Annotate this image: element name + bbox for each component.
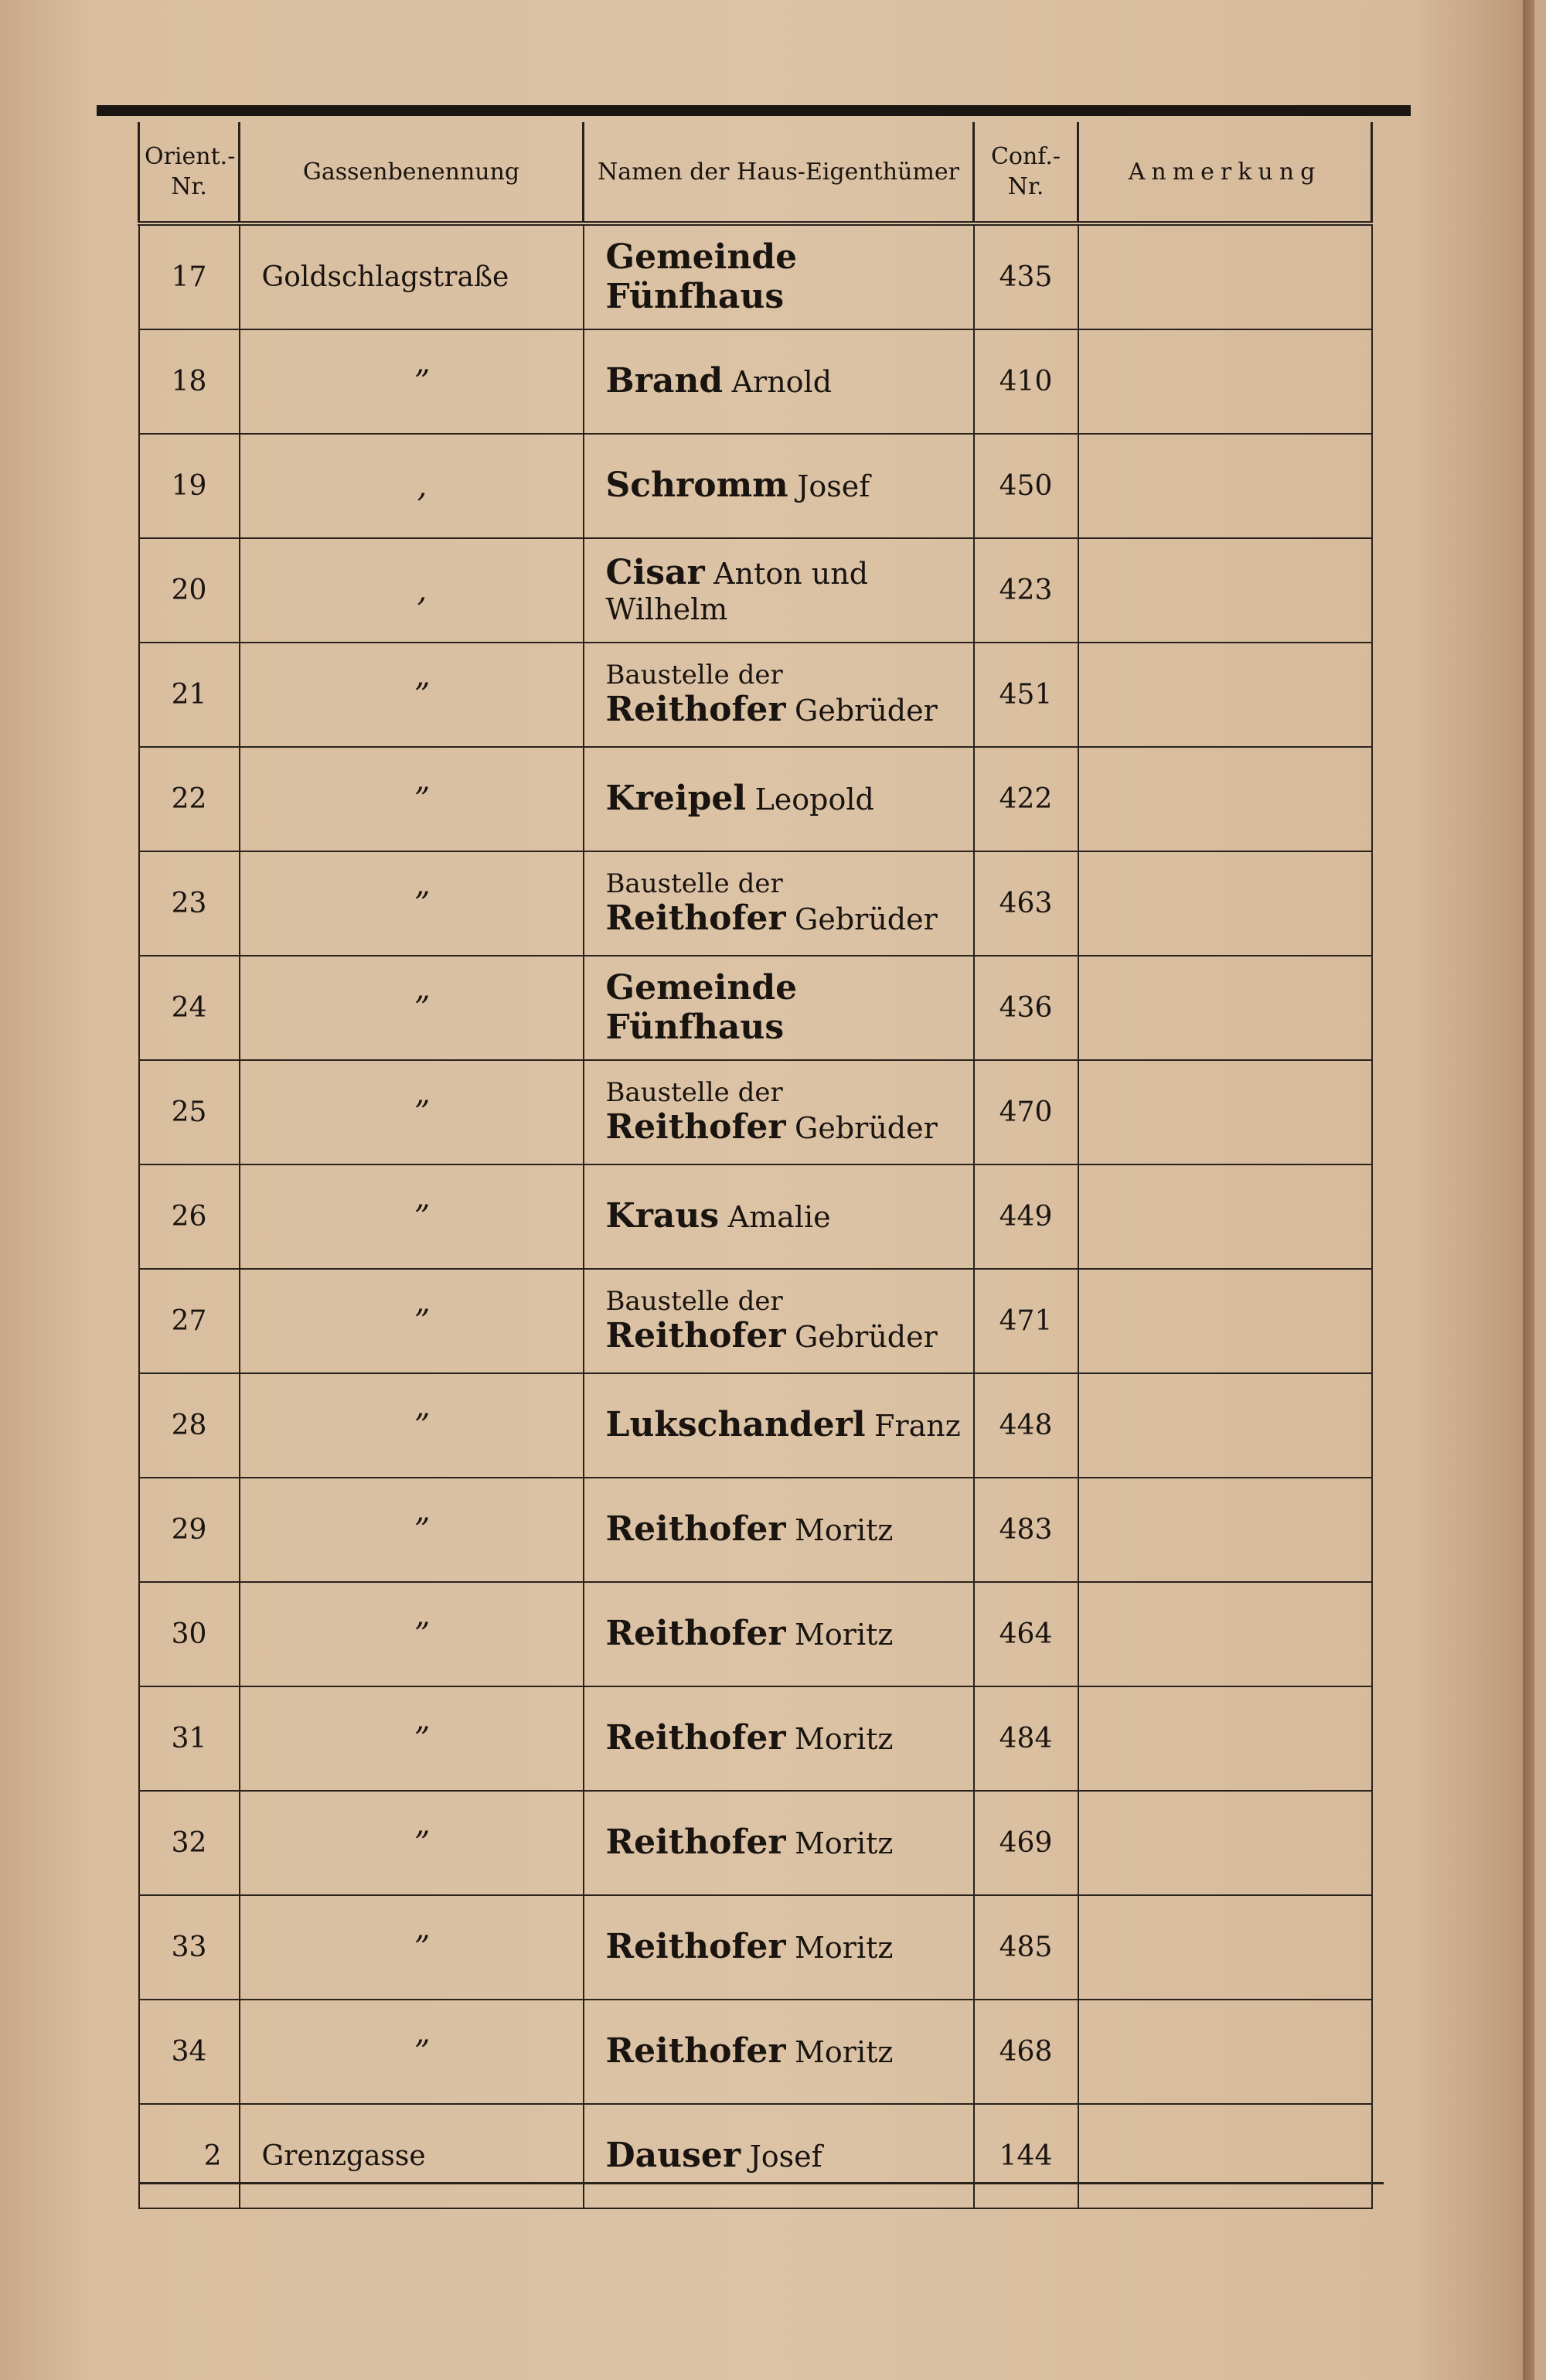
table-row (139, 643, 1372, 747)
owner-surname: Gemeinde Fünfhaus (605, 967, 798, 1047)
remark-cell (1078, 434, 1372, 538)
owner-given-name: Leopold (754, 783, 874, 817)
owner-name-line (606, 2032, 973, 2071)
table-row (139, 1060, 1372, 1164)
owner-given-name: Anton und Wilhelm (605, 557, 869, 626)
conscription-number: 451 (974, 643, 1078, 747)
table-row (139, 329, 1372, 434)
owner-name-cell (584, 643, 974, 747)
owner-prefix: Baustelle der (605, 1076, 783, 1108)
owner-given-name: Gebrüder (795, 902, 938, 936)
owner-prefix: Baustelle der (605, 868, 783, 899)
owner-surname: Reithofer (605, 1315, 786, 1355)
header-anmerkung: Anmerkung (1078, 122, 1372, 223)
bottom-rule (139, 2182, 1384, 2184)
owner-surname: Reithofer (605, 1823, 786, 1863)
conscription-number: 468 (974, 2000, 1078, 2104)
table-row (139, 2104, 1372, 2208)
remark-cell (1078, 2104, 1372, 2208)
owner-name-line (606, 1406, 973, 1445)
owner-name-cell (584, 1582, 974, 1686)
orient-number: 28 (139, 1373, 240, 1478)
owner-name-cell (584, 1060, 974, 1164)
table-row (139, 1269, 1372, 1373)
owner-name-cell (584, 1895, 974, 2000)
orient-number: 27 (139, 1269, 240, 1373)
owner-name-line (606, 1719, 973, 1758)
remark-cell (1078, 851, 1372, 956)
remark-cell (1078, 1686, 1372, 1791)
owner-given-name: Gebrüder (795, 693, 938, 728)
street-name: ” (240, 2000, 584, 2104)
owner-name-line (606, 2136, 973, 2176)
conscription-number: 450 (974, 434, 1078, 538)
street-name: , (240, 538, 584, 643)
owner-name-line (606, 238, 973, 316)
conscription-number: 484 (974, 1686, 1078, 1791)
owner-surname: Reithofer (605, 1927, 786, 1967)
owner-name-line (606, 969, 973, 1047)
owner-given-name: Josef (749, 2140, 822, 2174)
orient-number: 32 (139, 1791, 240, 1895)
street-name: Grenzgasse (240, 2104, 584, 2208)
owner-surname: Gemeinde Fünfhaus (605, 237, 798, 316)
table-row (139, 1582, 1372, 1686)
street-name: ” (240, 1791, 584, 1895)
owner-prefix: Baustelle der (605, 1285, 783, 1317)
owner-name-line (606, 899, 973, 939)
owner-name-line (606, 1317, 973, 1356)
owner-surname: Reithofer (605, 1718, 786, 1758)
orient-number: 2 (139, 2104, 240, 2208)
orient-number: 24 (139, 956, 240, 1060)
owner-name-line (606, 779, 973, 819)
conscription-number: 471 (974, 1269, 1078, 1373)
table-row (139, 1895, 1372, 2000)
street-name: ” (240, 1582, 584, 1686)
owner-name-line (606, 1197, 973, 1236)
owner-surname: Dauser (605, 2136, 741, 2176)
owner-surname: Reithofer (605, 689, 786, 729)
remark-cell (1078, 329, 1372, 434)
owner-surname: Cisar (605, 553, 705, 593)
top-rule (97, 105, 1411, 116)
table-row (139, 1686, 1372, 1791)
owner-name-cell (584, 2104, 974, 2208)
owner-name-cell (584, 329, 974, 434)
owner-given-name: Gebrüder (795, 1110, 938, 1145)
street-name: ” (240, 643, 584, 747)
conscription-number: 485 (974, 1895, 1078, 2000)
header-row (139, 122, 1372, 223)
table-row (139, 223, 1372, 329)
street-name: ” (240, 1686, 584, 1791)
table-row (139, 851, 1372, 956)
owner-given-name: Gebrüder (795, 1319, 938, 1354)
remark-cell (1078, 1582, 1372, 1686)
remark-cell (1078, 1895, 1372, 2000)
orient-number: 34 (139, 2000, 240, 2104)
remark-cell (1078, 1060, 1372, 1164)
table-row (139, 956, 1372, 1060)
street-name: ” (240, 956, 584, 1060)
owner-name-line (606, 1823, 973, 1863)
owner-given-name: Moritz (795, 1931, 894, 1966)
owner-surname: Reithofer (605, 898, 786, 938)
conscription-number: 423 (974, 538, 1078, 643)
table-row (139, 434, 1372, 538)
street-name: ” (240, 1478, 584, 1582)
owner-name-cell (584, 1478, 974, 1582)
owner-given-name: Franz (874, 1409, 961, 1444)
orient-number: 23 (139, 851, 240, 956)
orient-number: 31 (139, 1686, 240, 1791)
conscription-number: 449 (974, 1164, 1078, 1269)
owner-name-line (606, 1510, 973, 1550)
owner-surname: Kraus (605, 1196, 720, 1236)
remark-cell (1078, 1373, 1372, 1478)
owner-given-name: Moritz (795, 1826, 894, 1861)
street-name: ” (240, 1895, 584, 2000)
conscription-number: 422 (974, 747, 1078, 851)
street-name: , (240, 434, 584, 538)
orient-number: 33 (139, 1895, 240, 2000)
street-name: ” (240, 1060, 584, 1164)
owner-given-name: Moritz (795, 1513, 894, 1548)
remark-cell (1078, 1791, 1372, 1895)
remark-cell (1078, 2000, 1372, 2104)
owner-name-cell (584, 2000, 974, 2104)
table-row (139, 1373, 1372, 1478)
owner-name-cell (584, 956, 974, 1060)
header-namen: Namen der Haus-Eigenthümer (584, 122, 974, 223)
remark-cell (1078, 1478, 1372, 1582)
owner-name-cell (584, 223, 974, 329)
owner-surname: Reithofer (605, 1614, 786, 1654)
table-row (139, 538, 1372, 643)
header-gasse: Gassenbenennung (240, 122, 584, 223)
conscription-number: 410 (974, 329, 1078, 434)
remark-cell (1078, 538, 1372, 643)
street-name: ” (240, 1164, 584, 1269)
conscription-number: 144 (974, 2104, 1078, 2208)
remark-cell (1078, 747, 1372, 851)
owner-given-name: Moritz (795, 2035, 894, 2070)
owner-surname: Schromm (605, 465, 788, 506)
orient-number: 25 (139, 1060, 240, 1164)
owner-name-line (606, 1615, 973, 1654)
owner-surname: Reithofer (605, 2031, 786, 2071)
orient-number: 30 (139, 1582, 240, 1686)
remark-cell (1078, 1164, 1372, 1269)
owner-surname: Lukschanderl (605, 1405, 866, 1445)
orient-number: 22 (139, 747, 240, 851)
conscription-number: 470 (974, 1060, 1078, 1164)
orient-number: 29 (139, 1478, 240, 1582)
owner-given-name: Arnold (731, 365, 833, 400)
table-row (139, 1791, 1372, 1895)
street-name: ” (240, 1269, 584, 1373)
owner-name-line (606, 362, 973, 401)
table-row (139, 747, 1372, 851)
owner-name-line (606, 466, 973, 506)
remark-cell (1078, 223, 1372, 329)
page-edge (1523, 0, 1534, 2380)
owner-given-name: Moritz (795, 1618, 894, 1652)
owner-name-cell (584, 747, 974, 851)
house-owner-register-table (138, 122, 1373, 2209)
owner-name-cell (584, 538, 974, 643)
owner-name-cell (584, 851, 974, 956)
orient-number: 17 (139, 223, 240, 329)
owner-name-cell (584, 1269, 974, 1373)
owner-name-cell (584, 1373, 974, 1478)
owner-given-name: Moritz (795, 1722, 894, 1757)
owner-name-cell (584, 1791, 974, 1895)
owner-name-cell (584, 1164, 974, 1269)
conscription-number: 463 (974, 851, 1078, 956)
remark-cell (1078, 643, 1372, 747)
orient-number: 21 (139, 643, 240, 747)
owner-surname: Kreipel (605, 779, 747, 819)
register-table-wrap (138, 122, 1371, 2209)
street-name: ” (240, 747, 584, 851)
conscription-number: 435 (974, 223, 1078, 329)
conscription-number: 464 (974, 1582, 1078, 1686)
table-row (139, 1164, 1372, 1269)
table-row (139, 2000, 1372, 2104)
conscription-number: 483 (974, 1478, 1078, 1582)
owner-name-line (606, 554, 973, 626)
remark-cell (1078, 956, 1372, 1060)
owner-surname: Reithofer (605, 1509, 786, 1550)
header-conf: Conf.-Nr. (974, 122, 1078, 223)
street-name: ” (240, 851, 584, 956)
owner-prefix: Baustelle der (605, 659, 783, 690)
remark-cell (1078, 1269, 1372, 1373)
table-row (139, 1478, 1372, 1582)
street-name: ” (240, 1373, 584, 1478)
orient-number: 26 (139, 1164, 240, 1269)
street-name: ” (240, 329, 584, 434)
owner-name-line (606, 1108, 973, 1147)
owner-name-line (606, 690, 973, 730)
owner-name-cell (584, 1686, 974, 1791)
owner-surname: Reithofer (605, 1106, 786, 1147)
conscription-number: 436 (974, 956, 1078, 1060)
header-orient: Orient.-Nr. (139, 122, 240, 223)
owner-name-line (606, 1928, 973, 1967)
owner-name-cell (584, 434, 974, 538)
owner-surname: Brand (605, 361, 724, 401)
conscription-number: 469 (974, 1791, 1078, 1895)
orient-number: 18 (139, 329, 240, 434)
orient-number: 20 (139, 538, 240, 643)
conscription-number: 448 (974, 1373, 1078, 1478)
owner-given-name: Amalie (727, 1200, 831, 1235)
owner-given-name: Josef (797, 469, 870, 504)
orient-number: 19 (139, 434, 240, 538)
street-name: Goldschlagstraße (240, 223, 584, 329)
register-rows (139, 223, 1372, 2208)
